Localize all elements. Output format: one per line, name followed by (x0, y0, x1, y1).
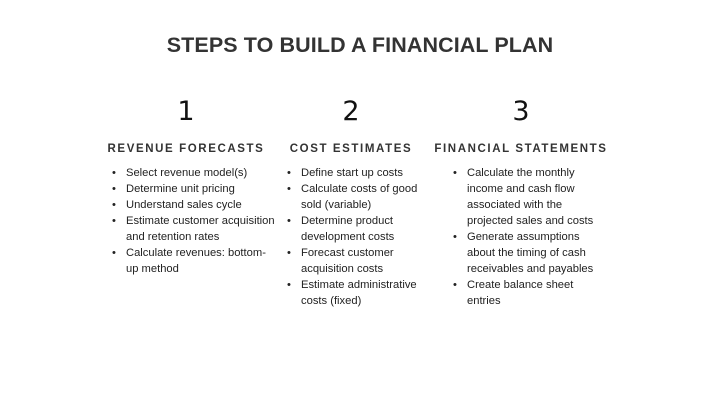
bullet-icon: • (453, 279, 457, 291)
list-item (112, 197, 277, 213)
step-3-bullet-list (453, 165, 595, 309)
step-1-number: 1 (177, 96, 195, 127)
list-item (453, 229, 595, 277)
list-item-text: Forecast customer acquisition costs (301, 247, 394, 275)
list-item-text: Calculate revenues: bottom-up method (126, 247, 266, 275)
list-item (287, 245, 419, 277)
bullet-icon: • (287, 215, 291, 227)
list-item-text: Create balance sheet entries (467, 279, 574, 307)
bullet-icon: • (112, 183, 116, 195)
list-item-text: Estimate administrative costs (fixed) (301, 279, 417, 307)
bullet-icon: • (287, 167, 291, 179)
bullet-icon: • (112, 167, 116, 179)
bullet-icon: • (287, 247, 291, 259)
step-3-heading: FINANCIAL STATEMENTS (434, 143, 608, 155)
list-item (112, 213, 277, 245)
bullet-icon: • (287, 279, 291, 291)
list-item (112, 181, 277, 197)
list-item-text: Determine unit pricing (126, 183, 235, 195)
list-item-text: Understand sales cycle (126, 199, 242, 211)
bullet-icon: • (287, 183, 291, 195)
list-item (112, 165, 277, 181)
bullet-icon: • (453, 231, 457, 243)
list-item (287, 277, 419, 309)
step-2-bullet-list (287, 165, 419, 309)
list-item (287, 165, 419, 181)
list-item-text: Select revenue model(s) (126, 167, 248, 179)
slide-title: STEPS TO BUILD A FINANCIAL PLAN (166, 33, 554, 57)
list-item-text: Estimate customer acquisition and retention rates (126, 215, 275, 243)
list-item (453, 165, 595, 229)
step-2-number: 2 (342, 96, 360, 127)
list-item-text: Define start up costs (301, 167, 403, 179)
bullet-icon: • (112, 199, 116, 211)
list-item (112, 245, 277, 277)
list-item-text: Calculate costs of good sold (variable) (301, 183, 418, 211)
step-1-bullet-list (112, 165, 277, 277)
list-item-text: Determine product development costs (301, 215, 395, 243)
list-item (287, 181, 419, 213)
step-3-number: 3 (512, 96, 530, 127)
list-item (453, 277, 595, 309)
list-item (287, 213, 419, 245)
list-item-text: Calculate the monthly income and cash flow associated with the projected sales and costs (467, 167, 594, 227)
step-2-heading: COST ESTIMATES (289, 143, 413, 155)
bullet-icon: • (112, 247, 116, 259)
list-item-text: Generate assumptions about the timing of cash receivables and payables (467, 231, 594, 275)
bullet-icon: • (112, 215, 116, 227)
bullet-icon: • (453, 167, 457, 179)
step-1-heading: REVENUE FORECASTS (107, 143, 265, 155)
